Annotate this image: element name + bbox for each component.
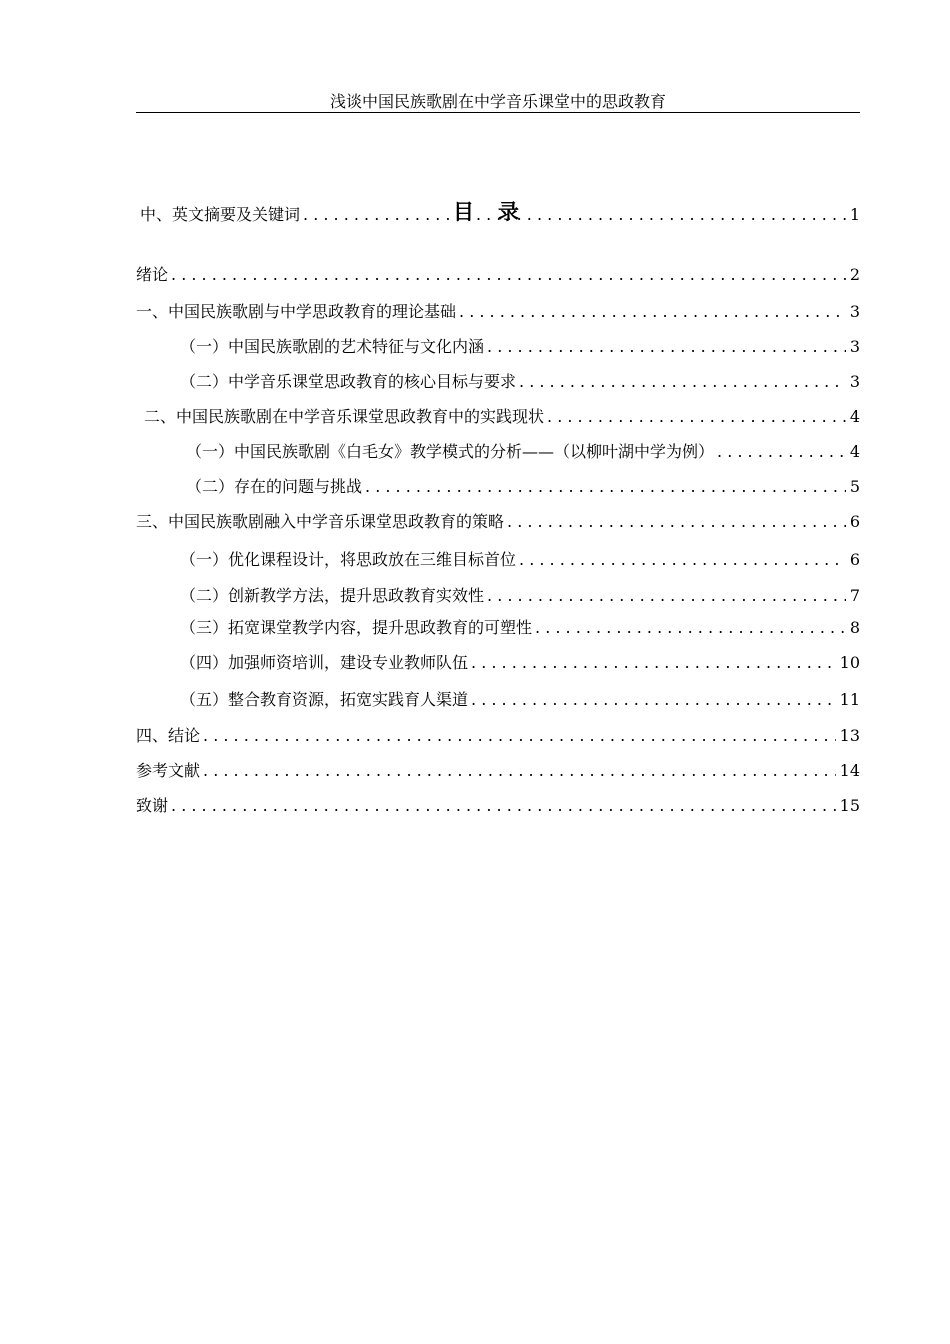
toc-leader-dots <box>171 795 836 817</box>
toc-leader-dots <box>487 585 846 607</box>
toc-entry-page: 3 <box>849 302 860 321</box>
toc-entry-page: 3 <box>849 337 860 356</box>
toc-entry-page: 4 <box>849 407 860 426</box>
toc-leader-dots <box>519 371 846 393</box>
toc-leader-dots <box>487 336 846 358</box>
toc-entry-3-1[interactable] <box>136 549 860 571</box>
toc-entry-3-3[interactable] <box>136 617 860 639</box>
toc-entry-abstract[interactable] <box>136 204 860 226</box>
toc-entry-page: 8 <box>849 618 860 637</box>
toc-entry-label: 二、中国民族歌剧在中学音乐课堂思政教育中的实践现状 <box>144 407 545 426</box>
toc-leader-dots <box>203 725 836 747</box>
toc-leader-dots <box>303 204 846 226</box>
toc-entry-page: 6 <box>849 512 860 531</box>
toc-entry-chapter-2[interactable] <box>136 406 860 428</box>
toc-entry-label: （四）加强师资培训，建设专业教师队伍 <box>180 653 469 672</box>
toc-entry-chapter-3[interactable] <box>136 511 860 533</box>
toc-entry-label: 参考文献 <box>136 761 201 780</box>
toc-entry-3-4[interactable] <box>136 652 860 674</box>
toc-entry-2-2[interactable] <box>136 476 860 498</box>
running-header: 浅谈中国民族歌剧在中学音乐课堂中的思政教育 <box>329 92 666 111</box>
toc-entry-2-1[interactable] <box>136 441 860 463</box>
toc-entry-page: 6 <box>849 550 860 569</box>
toc-entry-3-5[interactable] <box>136 689 860 711</box>
toc-entry-label: （二）存在的问题与挑战 <box>186 477 363 496</box>
toc-entry-page: 15 <box>839 796 860 815</box>
toc-entry-label: （一）优化课程设计，将思政放在三维目标首位 <box>180 550 517 569</box>
toc-leader-dots <box>471 652 836 674</box>
toc-entry-page: 14 <box>839 761 860 780</box>
toc-entry-chapter-4[interactable] <box>136 725 860 747</box>
toc-leader-dots <box>547 406 846 428</box>
toc-leader-dots <box>459 301 846 323</box>
toc-entry-page: 5 <box>849 477 860 496</box>
toc-entry-label: 绪论 <box>136 265 169 284</box>
toc-entry-page: 13 <box>839 726 860 745</box>
toc-leader-dots <box>535 617 846 639</box>
toc-entry-introduction[interactable] <box>136 264 860 286</box>
toc-entry-page: 3 <box>849 372 860 391</box>
toc-entry-page: 7 <box>849 586 860 605</box>
toc-entry-label: （三）拓宽课堂教学内容，提升思政教育的可塑性 <box>180 618 533 637</box>
toc-entry-3-2[interactable] <box>136 585 860 607</box>
toc-entry-label: （一）中国民族歌剧的艺术特征与文化内涵 <box>180 337 485 356</box>
toc-entry-label: 一、中国民族歌剧与中学思政教育的理论基础 <box>136 302 457 321</box>
toc-entry-acknowledgements[interactable] <box>136 795 860 817</box>
toc-leader-dots <box>507 511 846 533</box>
toc-entry-label: （五）整合教育资源，拓宽实践育人渠道 <box>180 690 469 709</box>
toc-leader-dots <box>365 476 846 498</box>
toc-entry-page: 11 <box>839 690 860 709</box>
toc-entry-label: 致谢 <box>136 796 169 815</box>
toc-entry-page: 10 <box>839 653 860 672</box>
toc-entry-page: 4 <box>849 442 860 461</box>
toc-entry-label: （一）中国民族歌剧《白毛女》教学模式的分析——（以柳叶湖中学为例） <box>186 442 715 461</box>
toc-entry-page: 2 <box>849 265 860 284</box>
toc-entry-label: 中、英文摘要及关键词 <box>140 205 301 224</box>
toc-leader-dots <box>203 760 836 782</box>
toc-title: 目录 <box>453 199 543 224</box>
toc-entry-label: 四、结论 <box>136 726 201 745</box>
toc-entry-1-1[interactable] <box>136 336 860 358</box>
toc-entry-1-2[interactable] <box>136 371 860 393</box>
toc-entry-label: （二）中学音乐课堂思政教育的核心目标与要求 <box>180 372 517 391</box>
toc-entry-page: 1 <box>849 205 860 224</box>
toc-entry-label: （二）创新教学方法，提升思政教育实效性 <box>180 586 485 605</box>
toc-leader-dots <box>519 549 846 571</box>
toc-leader-dots <box>717 441 846 463</box>
toc-leader-dots <box>171 264 846 286</box>
toc-leader-dots <box>471 689 836 711</box>
toc-entry-chapter-1[interactable] <box>136 301 860 323</box>
toc-entry-label: 三、中国民族歌剧融入中学音乐课堂思政教育的策略 <box>136 512 505 531</box>
toc-entry-references[interactable] <box>136 760 860 782</box>
